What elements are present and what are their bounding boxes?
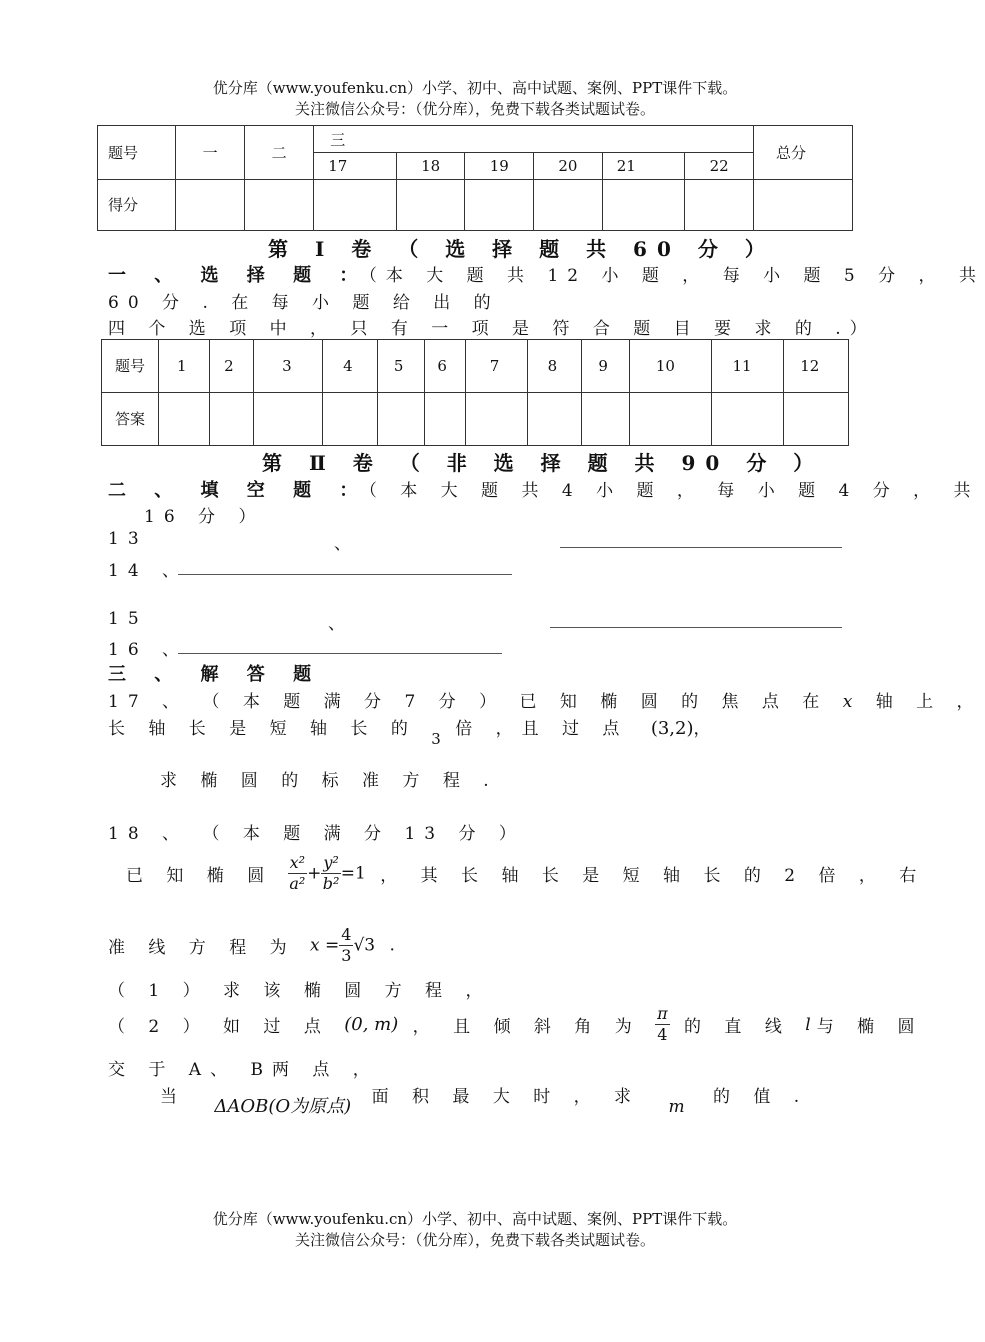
q18-line2-end: . — [389, 935, 404, 956]
q18-den-3: 3 — [341, 946, 352, 965]
q18-part4-end: 的 值 . — [712, 1087, 809, 1107]
q17-line3: 求 椭 圆 的 标 准 方 程 . — [160, 771, 498, 791]
score-sub-21: 21 — [602, 153, 685, 180]
answer-num: 3 — [254, 340, 323, 393]
q18-part2-end: 与 椭 圆 — [816, 1017, 924, 1037]
score-sub-18: 18 — [396, 153, 465, 180]
q18-pi-den: 4 — [655, 1024, 670, 1045]
answer-cell[interactable] — [210, 393, 254, 446]
score-table-label-q: 题号 — [98, 126, 176, 180]
header-line-2: 关注微信公众号：（优分库），免费下载各类试题试卷。 — [294, 100, 655, 118]
q18-line1-end: ， 其 长 轴 长 是 短 轴 长 的 2 倍 ， 右 — [380, 866, 926, 886]
q14-label: 14 、 — [108, 561, 189, 581]
q18-frac-x — [288, 853, 307, 894]
q13-label: 13 — [108, 529, 148, 549]
answer-num: 11 — [712, 340, 784, 393]
answer-cell[interactable] — [254, 393, 323, 446]
answer-num: 12 — [784, 340, 849, 393]
q18-part2-line: 的 直 线 — [684, 1017, 791, 1037]
q15-label: 15 — [108, 609, 148, 629]
part3-heading: 三 、 解 答 题 — [108, 664, 323, 685]
score-col-1: 一 — [176, 126, 245, 180]
q18-part4-mid: 面 积 最 大 时 ， 求 — [371, 1087, 641, 1107]
q17-point: (3,2) — [650, 718, 694, 739]
answer-table — [101, 339, 849, 446]
answer-num: 7 — [465, 340, 527, 393]
answer-table-label-q: 题号 — [102, 340, 159, 393]
score-col-2: 二 — [245, 126, 314, 180]
score-cell[interactable] — [176, 180, 245, 231]
q16-label: 16 、 — [108, 640, 189, 660]
score-cell[interactable] — [314, 180, 397, 231]
answer-cell[interactable] — [527, 393, 582, 446]
footer-line-2: 关注微信公众号：（优分库），免费下载各类试题试卷。 — [294, 1231, 655, 1249]
answer-cell[interactable] — [323, 393, 378, 446]
footer-line-1: 优分库（www.youfenku.cn）小学、初中、高中试题、案例、PPT课件下载。 — [212, 1210, 738, 1228]
q18-pi: π — [657, 1004, 668, 1023]
header-line-1: 优分库（www.youfenku.cn）小学、初中、高中试题、案例、PPT课件下载。 — [212, 79, 738, 97]
part2-heading: 二 、 填 空 题 ： — [108, 480, 369, 501]
q18-b2: b² — [322, 874, 340, 893]
q18-part4: 当 — [160, 1087, 186, 1107]
score-table — [97, 125, 853, 231]
q17-line2-mid: 倍 ，且 过 点 — [455, 719, 629, 739]
q18-a2: a² — [289, 874, 306, 893]
answer-num: 8 — [527, 340, 582, 393]
part1-desc-2: 60 分 . 在 每 小 题 给 出 的 — [108, 293, 500, 313]
q17-factor: 3 — [431, 730, 441, 748]
q17-line2-end: ， — [693, 719, 720, 739]
answer-table-label-a: 答案 — [102, 393, 159, 446]
score-table-label-score: 得分 — [98, 180, 176, 231]
q18-sqrt3: √3 — [353, 935, 376, 956]
answer-cell[interactable] — [465, 393, 527, 446]
score-cell[interactable] — [685, 180, 754, 231]
q13-separator: 、 — [334, 534, 360, 554]
score-cell[interactable] — [465, 180, 534, 231]
score-col-3: 三 — [314, 126, 754, 153]
q18-frac-y — [321, 853, 340, 894]
answer-cell[interactable] — [784, 393, 849, 446]
answer-num: 4 — [323, 340, 378, 393]
q15-blank[interactable] — [550, 627, 842, 628]
q18-part2-mid: ， 且 倾 斜 角 为 — [412, 1017, 641, 1037]
q17-x-var: x — [842, 692, 862, 712]
part2-desc-1: （ 本 大 题 共 4 小 题 ， 每 小 题 4 分 ， 共 — [368, 481, 980, 501]
q18-equals: =1 — [340, 863, 366, 884]
q18-triangle: ΔAOB(O为原点) — [214, 1096, 352, 1117]
score-cell[interactable] — [245, 180, 314, 231]
q16-blank[interactable] — [178, 653, 502, 654]
answer-num: 2 — [210, 340, 254, 393]
q13-blank[interactable] — [560, 547, 842, 548]
part1-desc-1: （本 大 题 共 12 小 题 ， 每 小 题 5 分 ， 共 — [368, 266, 985, 286]
answer-cell[interactable] — [629, 393, 712, 446]
answer-cell[interactable] — [582, 393, 630, 446]
score-sub-22: 22 — [685, 153, 754, 180]
answer-cell[interactable] — [159, 393, 210, 446]
q18-plus: + — [307, 863, 322, 884]
q18-y2: y² — [323, 853, 339, 872]
score-total: 总分 — [753, 126, 852, 180]
q18-part1: （ 1 ） 求 该 椭 圆 方 程 ， — [108, 981, 492, 1001]
q15-separator: 、 — [328, 614, 354, 634]
part1-title: 第 Ⅰ 卷 （ 选 择 题 共 60 分 ） — [268, 237, 775, 261]
part1-desc-3: 四 个 选 项 中 ， 只 有 一 项 是 符 合 题 目 要 求 的 .） — [108, 319, 876, 339]
q18-heading: 18 、 （ 本 题 满 分 13 分 ） — [108, 824, 525, 844]
score-sub-17: 17 — [314, 153, 397, 180]
answer-cell[interactable] — [712, 393, 784, 446]
part2-title: 第 Ⅱ 卷 （ 非 选 择 题 共 90 分 ） — [262, 451, 824, 475]
score-cell[interactable] — [753, 180, 852, 231]
q18-num-4: 4 — [341, 925, 352, 944]
answer-cell[interactable] — [425, 393, 465, 446]
q18-frac-4-3 — [339, 925, 353, 966]
q18-part3: 交 于 A、 B两 点 ， — [108, 1060, 379, 1080]
score-cell[interactable] — [534, 180, 603, 231]
q18-x2: x² — [289, 853, 306, 872]
q17-line2: 长 轴 长 是 短 轴 长 的 — [108, 719, 417, 739]
score-cell[interactable] — [396, 180, 465, 231]
q18-m-var: m — [668, 1097, 685, 1117]
q14-blank[interactable] — [178, 574, 512, 575]
score-sub-19: 19 — [465, 153, 534, 180]
q18-point: (0, m) — [344, 1014, 399, 1035]
answer-cell[interactable] — [377, 393, 425, 446]
q18-part2: （ 2 ） 如 过 点 — [108, 1017, 330, 1037]
answer-num: 6 — [425, 340, 465, 393]
score-cell[interactable] — [602, 180, 685, 231]
q17-line1: 17 、 （ 本 题 满 分 7 分 ） 已 知 椭 圆 的 焦 点 在 — [108, 692, 829, 712]
q18-x-eq: x = — [310, 935, 340, 956]
part2-desc-2: 16 分 ） — [144, 507, 265, 527]
answer-num: 1 — [159, 340, 210, 393]
score-sub-20: 20 — [534, 153, 603, 180]
answer-num: 9 — [582, 340, 630, 393]
part1-heading: 一 、 选 择 题 ： — [108, 265, 369, 286]
q18-frac-pi-4 — [655, 1004, 670, 1045]
q18-l-var: l — [805, 1014, 811, 1035]
q18-line2: 准 线 方 程 为 — [108, 938, 296, 958]
q18-line1: 已 知 椭 圆 — [126, 866, 274, 886]
answer-num: 5 — [377, 340, 425, 393]
answer-num: 10 — [629, 340, 712, 393]
q17-line1-end: 轴 上 ， — [875, 692, 983, 712]
